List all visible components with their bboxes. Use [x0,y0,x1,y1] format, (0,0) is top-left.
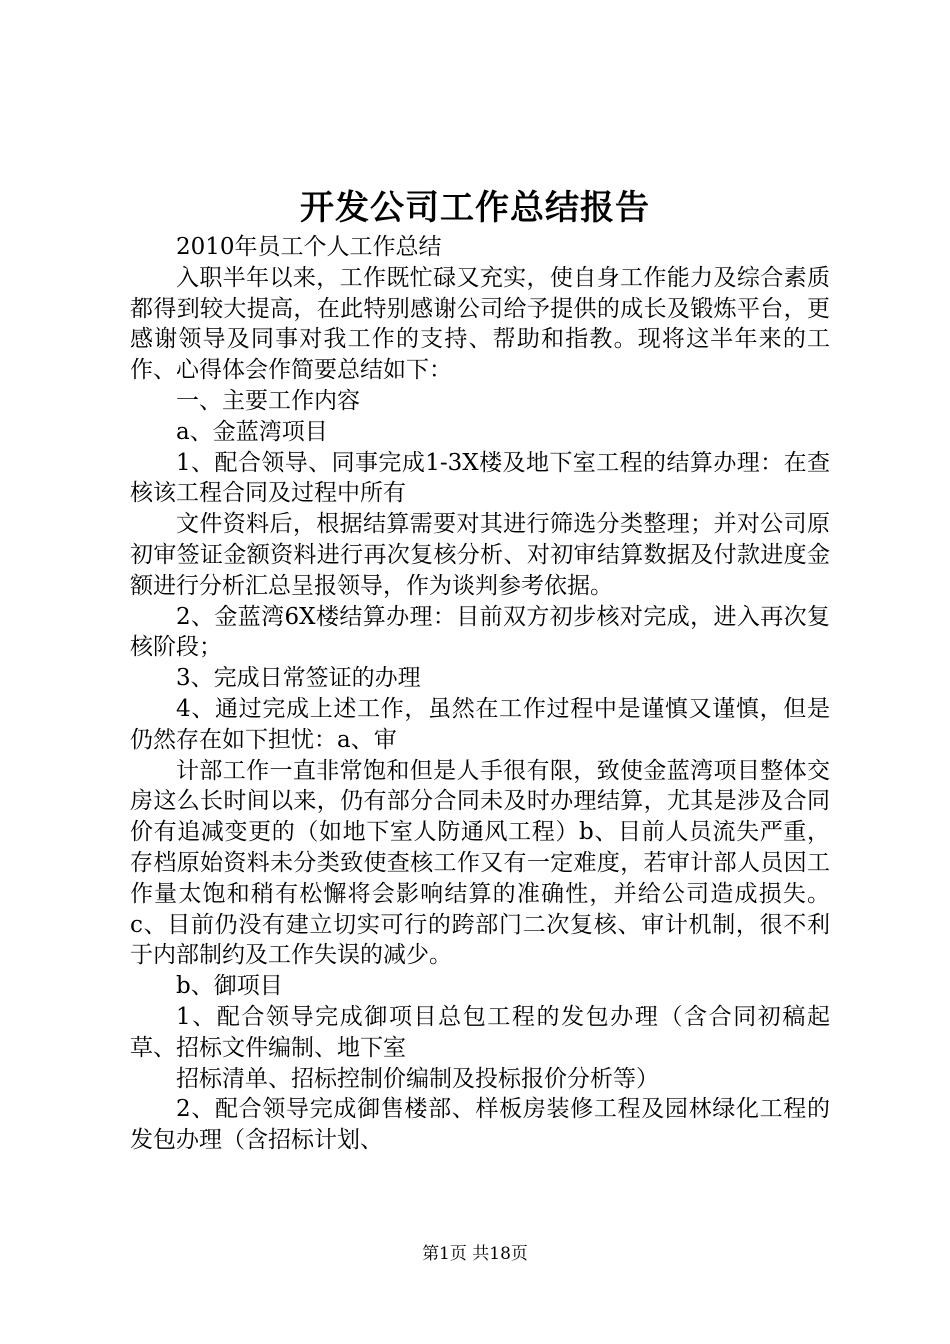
subsection-heading: a、金蓝湾项目 [176,418,328,445]
paragraph: 入职半年以来，工作既忙碌又充实，使自身工作能力及综合素质都得到较大提高，在此特别感谢公司给予提供的成长及锻炼平台，更感谢领导及同事对我工作的支持、帮助和指教。现将这半年来的工作、心得体会作简要总结如下： [130,264,830,384]
paragraph: 1、配合领导、同事完成1-3X楼及地下室工程的结算办理：在查核该工程合同及过程中所有 [130,449,830,507]
paragraph: 3、完成日常签证的办理 [176,665,421,692]
document-body [130,232,830,1156]
paragraph: 4、通过完成上述工作，虽然在工作过程中是谨慎又谨慎，但是仍然存在如下担忧：a、审 [130,695,830,753]
paragraph: 2010年员工个人工作总结 [176,234,442,260]
paragraph: 文件资料后，根据结算需要对其进行筛选分类整理；并对公司原初审签证金额资料进行再次复核分析、对初审结算数据及付款进度金额进行分析汇总呈报领导，作为谈判参考依据。 [130,511,830,599]
paragraph: 1、配合领导完成御项目总包工程的发包办理（含合同初稿起草、招标文件编制、地下室 [130,1003,830,1061]
section-heading: 一、主要工作内容 [176,387,360,414]
paragraph: 2、配合领导完成御售楼部、样板房装修工程及园林绿化工程的发包办理（含招标计划、 [130,1096,830,1154]
paragraph: 2、金蓝湾6X楼结算办理：目前双方初步核对完成，进入再次复核阶段； [130,603,830,661]
page-number-footer: 第1页 共18页 [422,1244,528,1264]
subsection-heading: b、御项目 [176,973,283,1000]
document-title: 开发公司工作总结报告 [300,188,650,228]
paragraph: 招标清单、招标控制价编制及投标报价分析等） [176,1065,659,1092]
paragraph: 计部工作一直非常饱和但是人手很有限，致使金蓝湾项目整体交房这么长时间以来，仍有部分合同未及时办理结算，尤其是涉及合同价有追减变更的（如地下室人防通风工程）b、目前人员流失严重，存档原始资料未分类致使查核工作又有一定难度，若审计部人员因工作量太饱和稍有松懈将会影响结算的准确性，并给公司造成损失。c、目前仍没有建立切实可行的跨部门二次复核、审计机制，很不利于内部制约及工作失误的减少。 [130,757,830,969]
